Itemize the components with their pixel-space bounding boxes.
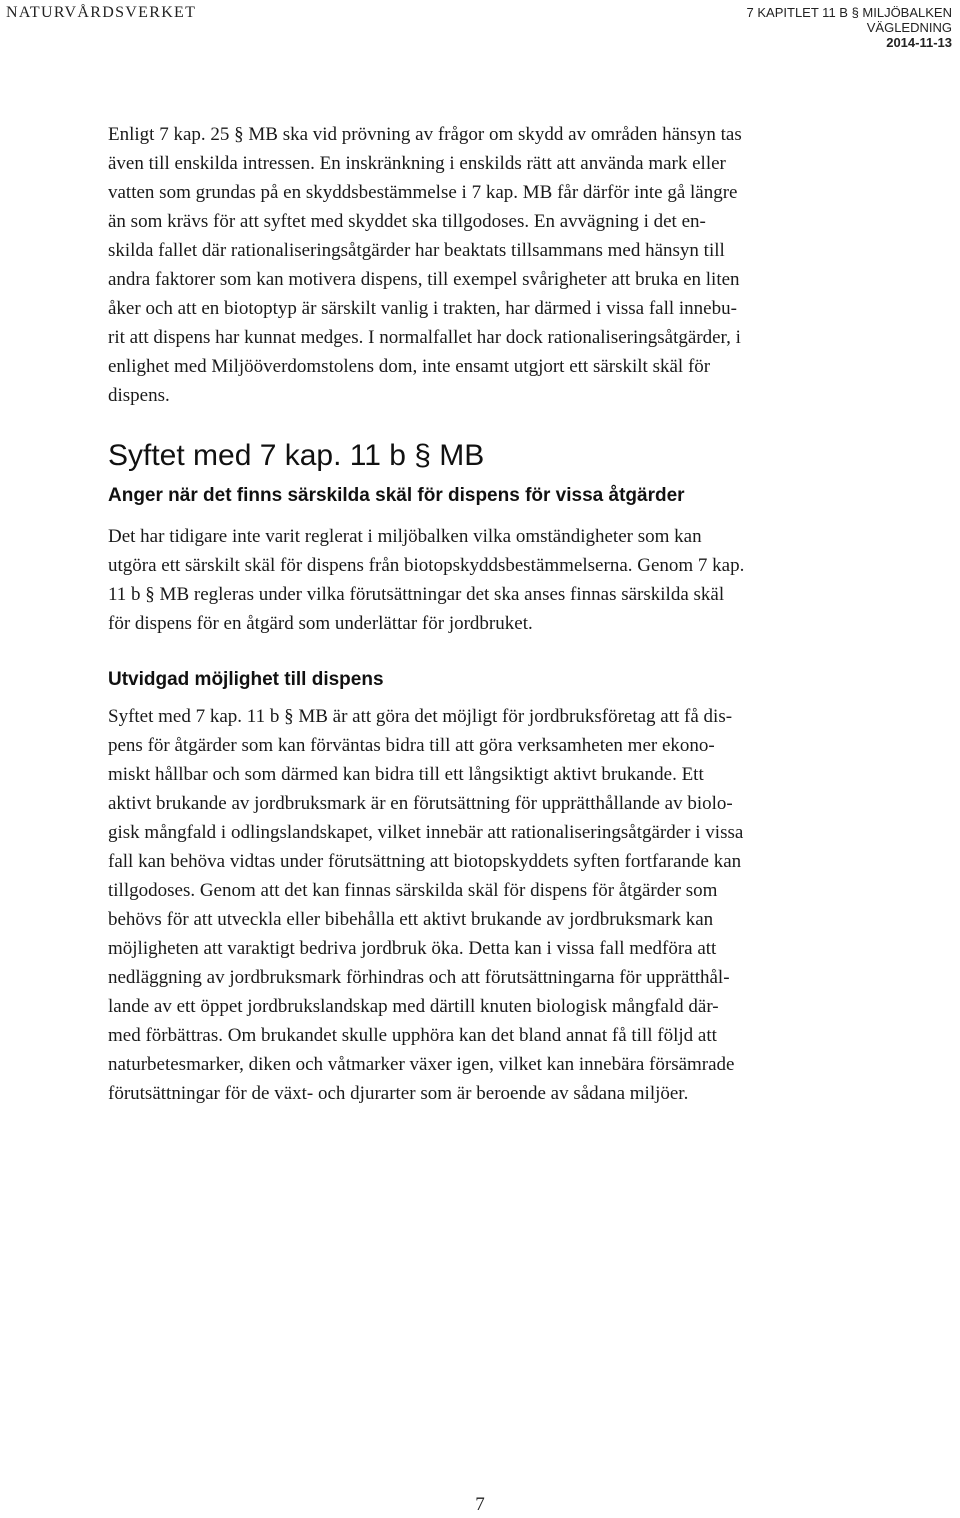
paragraph-balancing: Enligt 7 kap. 25 § MB ska vid prövning av frågor om skydd av områden hänsyn tas även till enskilda intressen. En inskränkning i enskilds rätt att använda mark eller vatten som grundas på en skyddsbestämmelse i 7 kap. MB får därför inte gå längre än som krävs för att syftet med skyddet ska tillgodoses. En avvägning i det en- skilda fallet där rationaliseringsåtgärder har beaktats tillsammans med hänsyn till andra faktorer som kan motivera dispens, till exempel svårigheter att bruka en liten åker och att en biotoptyp är särskilt vanlig i trakten, har därmed i vissa fall innebu- rit att dispens har kunnat medges. I normalfallet har dock rationaliseringsåtgärder, i enlighet med Miljööverdomstolens dom, inte ensamt utgjort ett särskilt skäl för dispens. xyxy=(108,124,742,406)
running-header xyxy=(747,5,952,50)
page-number: 7 xyxy=(475,1494,485,1515)
chapter-title: 7 KAPITLET 11 B § MILJÖBALKEN xyxy=(746,5,952,20)
section-subheading: Anger när det finns särskilda skäl för dispens för vissa åtgärder xyxy=(108,485,685,506)
paragraph-purpose: Syftet med 7 kap. 11 b § MB är att göra det möjligt för jordbruksföretag att få dis- pens för åtgärder som kan förväntas bidra till att göra verksamheten mer ekono- miskt hållbar och som därmed kan bidra till ett långsiktigt aktivt brukande. Ett aktivt brukande av jordbruksmark är en förutsättning för upprätthållande av biolo- gisk mångfald i odlingslandskapet, vilket innebär att rationaliseringsåtgärder i vissa fall kan behöva vidtas under förutsättning att biotopskyddets syften fortfarande kan tillgodoses. Genom att det kan finnas särskilda skäl för dispens för åtgärder som behövs för att utveckla eller bibehålla ett aktivt brukande av jordbruksmark kan möjligheten att varaktigt bedriva jordbruk öka. Detta kan i vissa fall medföra att nedläggning av jordbruksmark förhindras och att förutsättningarna för upprätthål- lande av ett öppet jordbrukslandskap med därtill knuten biologisk mångfald där- med förbättras. Om brukandet skulle upphöra kan det bland annat få till följd att naturbetesmarker, diken och våtmarker växer igen, vilket kan innebära försämrade förutsättningar för de växt- och djurarter som är beroende av sådana miljöer. xyxy=(108,706,744,1104)
document-type: VÄGLEDNING xyxy=(866,20,952,35)
subsection-heading: Utvidgad möjlighet till dispens xyxy=(108,669,384,690)
section-heading: Syftet med 7 kap. 11 b § MB xyxy=(108,439,485,472)
organization-name: NATURVÅRDSVERKET xyxy=(6,4,197,21)
paragraph-regulation: Det har tidigare inte varit reglerat i miljöbalken vilka omständigheter som kan utgöra ett särskilt skäl för dispens från biotopskyddsbestämmelserna. Genom 7 kap. 11 b § MB regleras under vilka förutsättningar det ska anses finnas särskilda skäl för dispens för en åtgärd som underlättar för jordbruket. xyxy=(108,526,745,634)
main-content xyxy=(108,120,848,1108)
document-date: 2014-11-13 xyxy=(886,35,952,50)
